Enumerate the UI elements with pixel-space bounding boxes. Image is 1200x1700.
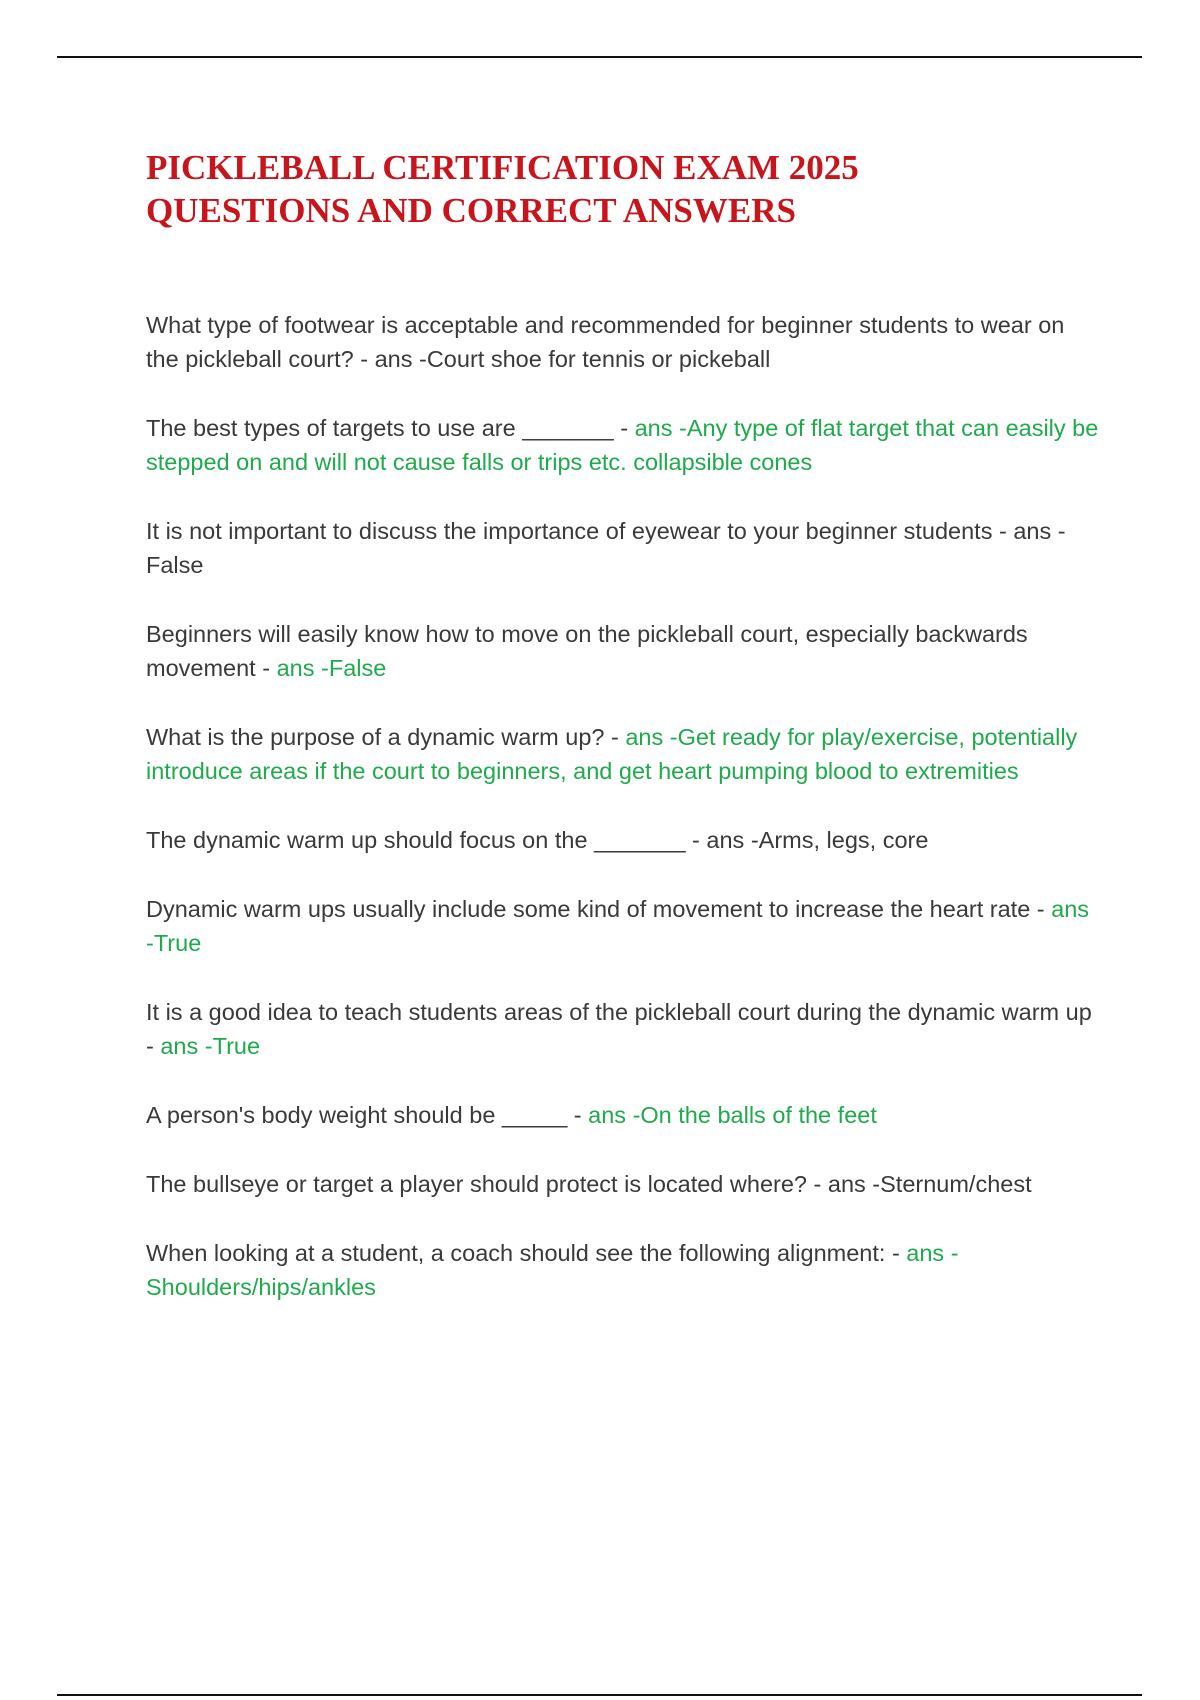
question-text: What type of footwear is acceptable and recommended for beginner students to wear on the pickleball court? - — [146, 312, 1065, 372]
answer-text: ans -Sternum/chest — [827, 1171, 1032, 1197]
question-text: It is a good idea to teach students areas of the pickleball court during the dynamic warm up - — [146, 999, 1092, 1059]
qa-item — [146, 823, 1101, 857]
question-text: What is the purpose of a dynamic warm up? - — [146, 724, 626, 750]
answer-text: ans -Court shoe for tennis or pickeball — [374, 346, 771, 372]
qa-item — [146, 1236, 1101, 1304]
qa-item — [146, 617, 1101, 685]
qa-item — [146, 308, 1101, 376]
qa-item — [146, 995, 1101, 1063]
question-text: When looking at a student, a coach should see the following alignment: - — [146, 1240, 907, 1266]
bottom-rule — [57, 1694, 1142, 1696]
qa-item — [146, 720, 1101, 788]
question-text: The bullseye or target a player should protect is located where? - — [146, 1171, 828, 1197]
qa-item — [146, 1098, 1101, 1132]
qa-list — [146, 308, 1101, 1339]
answer-text: ans -On the balls of the feet — [588, 1102, 877, 1128]
answer-text: ans -Get ready for play/exercise, potentially introduce areas if the court to beginners, and get heart pumping blood to extremities — [146, 724, 1078, 784]
question-text: The dynamic warm up should focus on the _______ - — [146, 827, 707, 853]
answer-text: ans -False — [146, 518, 1066, 578]
answer-text: ans -True — [160, 1033, 261, 1059]
top-rule — [57, 56, 1142, 58]
answer-text: ans -False — [276, 655, 387, 681]
question-text: A person's body weight should be _____ - — [146, 1102, 589, 1128]
qa-item — [146, 411, 1101, 479]
question-text: Beginners will easily know how to move on the pickleball court, especially backwards movement - — [146, 621, 1028, 681]
title-line-2: QUESTIONS AND CORRECT ANSWERS — [146, 191, 796, 230]
answer-text: ans -Arms, legs, core — [706, 827, 929, 853]
title-line-1: PICKLEBALL CERTIFICATION EXAM 2025 — [146, 148, 859, 187]
question-text: The best types of targets to use are _______ - — [146, 415, 635, 441]
answer-text: ans -Shoulders/hips/ankles — [146, 1240, 959, 1300]
answer-text: ans -True — [146, 896, 1090, 956]
qa-item — [146, 1167, 1101, 1201]
document-title — [146, 146, 1126, 232]
question-text: Dynamic warm ups usually include some kind of movement to increase the heart rate - — [146, 896, 1052, 922]
qa-item — [146, 514, 1101, 582]
answer-text: ans -Any type of flat target that can easily be stepped on and will not cause falls or trips etc. collapsible cones — [146, 415, 1099, 475]
question-text: It is not important to discuss the importance of eyewear to your beginner students - — [146, 518, 1014, 544]
qa-item — [146, 892, 1101, 960]
